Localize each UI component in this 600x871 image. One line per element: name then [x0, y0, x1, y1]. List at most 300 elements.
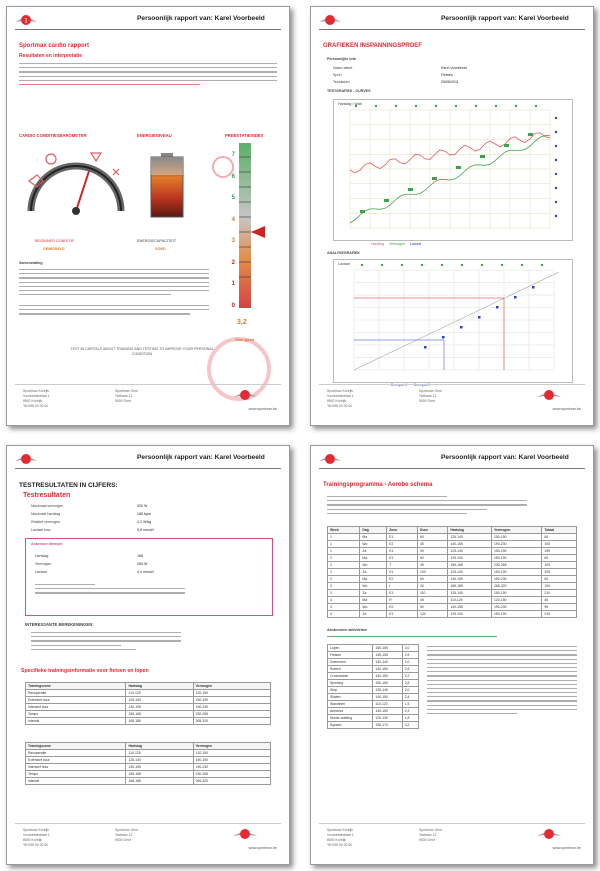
top-marker — [395, 105, 397, 107]
table-cell: 120 — [418, 611, 448, 618]
table-cell: 60 — [418, 534, 448, 541]
addr-line: Tel 056 00 00 00 — [23, 843, 49, 847]
power-marker — [360, 210, 365, 213]
top-marker — [475, 105, 477, 107]
footer-url[interactable]: www.sportmax.be — [552, 407, 581, 411]
energy-value: GOED — [155, 247, 166, 251]
table-cell: 3 — [328, 576, 360, 583]
threshold-key: Vermogen — [35, 562, 52, 566]
right-axis-marker — [555, 201, 557, 203]
table-cell: 125-140 — [448, 569, 492, 576]
threshold-heading: Anaerobe drempel — [31, 542, 63, 546]
footer-logo-icon — [537, 826, 561, 842]
table-cell: Recuperatie — [26, 750, 126, 757]
table-cell: 140-150 — [373, 694, 402, 701]
addr-line: Sportmax Gent — [115, 389, 138, 393]
result-value: 4,2 W/kg — [137, 520, 152, 524]
table-row — [328, 583, 577, 590]
data-point — [496, 306, 499, 309]
table-row — [26, 704, 271, 711]
report-page-2 — [310, 6, 594, 426]
table-row — [328, 652, 419, 659]
legend-heartrate: Hartslag — [371, 242, 385, 246]
activities-heading: Aanbevolen aktiviteiten — [327, 628, 368, 632]
table-row — [26, 771, 271, 778]
table-cell: 110-125 — [126, 750, 193, 757]
table-cell: 265-320 — [492, 583, 542, 590]
col-header: Trainingszone — [26, 743, 126, 750]
table-cell: 105 — [542, 562, 577, 569]
page-footer — [15, 823, 281, 858]
table-cell: 60 — [418, 576, 448, 583]
col-header: Trainingszone — [26, 683, 126, 690]
table-cell: 150-190 — [492, 611, 542, 618]
activities-intro — [327, 636, 527, 640]
table-cell: 210 — [542, 590, 577, 597]
analysis-svg — [334, 260, 572, 382]
table-cell: Aerobics — [328, 708, 373, 715]
table-cell: Squash — [328, 722, 373, 729]
addr-line: 8500 Kortrijk — [327, 399, 347, 403]
table-cell: 110-125 — [126, 690, 193, 697]
addr-line: Sportmax Kortrijk — [23, 389, 50, 393]
table-cell: 190-230 — [492, 604, 542, 611]
table-cell: Za — [360, 569, 387, 576]
table-cell: E1 — [387, 569, 418, 576]
top-marker — [461, 264, 463, 266]
table-row — [328, 701, 419, 708]
table-cell: 155-168 — [126, 711, 193, 718]
table-cell: 140-155 — [126, 704, 193, 711]
table-cell: 125-140 — [126, 757, 193, 764]
power-marker — [528, 133, 533, 136]
table-cell: 125-140 — [126, 697, 193, 704]
footer-address-1 — [23, 389, 50, 409]
footer-logo-icon — [233, 826, 257, 842]
page-subtitle: Resultaten en interpretatie — [19, 53, 83, 59]
table-row — [328, 555, 577, 562]
col-header: Dag — [360, 527, 387, 534]
table-cell: 190-230 — [193, 704, 270, 711]
table-row — [328, 604, 577, 611]
table-row — [328, 645, 419, 652]
table-cell: 265-320 — [193, 718, 270, 725]
legend-lactate: Lactaat — [409, 242, 422, 246]
result-key: Lactaat max — [31, 528, 51, 532]
table-cell: 3,2 — [402, 722, 418, 729]
page-header — [7, 446, 289, 472]
footer-logo-icon — [233, 387, 257, 403]
trend-line — [354, 272, 559, 370]
table-cell: 3 — [328, 583, 360, 590]
table-cell: 140-150 — [373, 673, 402, 680]
footer-logo-icon — [537, 387, 561, 403]
data-point — [532, 286, 535, 289]
activities-table — [327, 644, 419, 729]
table-cell: 140-155 — [126, 764, 193, 771]
table-cell: 150-190 — [492, 590, 542, 597]
col-header: Zone — [387, 527, 418, 534]
addr-line: Tel 056 00 00 00 — [23, 404, 49, 408]
energy-caption: ENERGIECAPACITEIT — [137, 239, 177, 243]
training-zones-table-2 — [25, 742, 271, 785]
table-cell: 265-320 — [193, 778, 270, 785]
col-header: Vermogen — [193, 683, 270, 690]
table-cell: 150-190 — [492, 555, 542, 562]
table-row — [328, 659, 419, 666]
top-marker — [495, 105, 497, 107]
page-subtitle: Testresultaten — [23, 492, 71, 499]
top-marker — [381, 264, 383, 266]
table-cell: Interval — [26, 778, 126, 785]
result-key: Maximale hartslag — [31, 512, 61, 516]
table-cell: Za — [360, 611, 387, 618]
table-cell: 1,8 — [402, 715, 418, 722]
table-cell: 120-150 — [492, 597, 542, 604]
top-marker — [515, 105, 517, 107]
table-cell: Intensief duur — [26, 704, 126, 711]
training-schedule-table — [327, 526, 577, 618]
training-zones-table-1 — [25, 682, 271, 725]
table-cell: 2,8 — [402, 680, 418, 687]
table-row — [328, 569, 577, 576]
table-cell: 110 — [418, 590, 448, 597]
table-cell: Skaten — [328, 694, 373, 701]
data-point — [424, 346, 427, 349]
right-axis-marker — [555, 215, 557, 217]
addr-line: Tel 056 00 00 00 — [327, 843, 353, 847]
scale-6: 6 — [231, 173, 235, 180]
meta-key: Naam atleet — [333, 66, 353, 70]
table-row — [328, 576, 577, 583]
table-cell: 120-130 — [373, 715, 402, 722]
addr-line: Sportmax Kortrijk — [327, 828, 354, 832]
table-cell: 190-230 — [193, 764, 270, 771]
page-title: Trainingsprogramma - Aerobe schema — [323, 482, 433, 488]
table-cell: 1 — [328, 541, 360, 548]
top-marker — [535, 105, 537, 107]
power-marker — [480, 155, 485, 158]
table-cell: 60 — [542, 555, 577, 562]
sportmax-logo-icon — [319, 13, 341, 27]
data-point — [514, 296, 517, 299]
table-cell: 195 — [542, 548, 577, 555]
top-marker — [521, 264, 523, 266]
table-cell: Wandelen — [328, 701, 373, 708]
table-cell: 3 — [328, 590, 360, 597]
summary-text — [19, 269, 209, 298]
table-row — [328, 611, 577, 618]
header-title: Persoonlijk rapport van: Karel Voorbeeld — [137, 15, 265, 22]
chart1-heading: TESTGRAFIEK - CURVES — [327, 89, 371, 93]
table-row — [328, 666, 419, 673]
addr-line: 8500 Kortrijk — [23, 399, 43, 403]
table-cell: Zwemmen — [328, 659, 373, 666]
page-header — [7, 7, 289, 33]
table-row — [328, 715, 419, 722]
footer-quote: TEXT IN CAPITALS ABOUT TRAINING AND TESTING TO IMPROVE YOUR PERSONAL CONDITION — [70, 347, 214, 356]
scale-3: 3 — [231, 238, 235, 244]
chart2-heading: ANALYSEGRAFIEK — [327, 251, 361, 255]
table-cell: E1 — [387, 611, 418, 618]
meta-value: 25/06/2011 — [441, 80, 459, 84]
intro-text — [19, 63, 277, 88]
table-cell: E1 — [387, 590, 418, 597]
table-cell: Extensief duur — [26, 757, 126, 764]
top-marker — [481, 264, 483, 266]
table-cell: Ma — [360, 534, 387, 541]
sportmax-logo-icon — [15, 13, 37, 27]
table-cell: Intensief duur — [26, 764, 126, 771]
table-cell: E2 — [387, 576, 418, 583]
cardio-caption: BEGINNER CONDITIE — [35, 239, 75, 243]
cardio-value: GEMIDDELD — [43, 247, 65, 251]
test-curves-svg — [334, 100, 572, 240]
legend-threshold-2: Drempel 2 — [413, 383, 431, 387]
table-cell: Crosstrainer — [328, 673, 373, 680]
table-cell: 140-155 — [448, 541, 492, 548]
table-cell: 140-155 — [448, 604, 492, 611]
table-cell: 190-230 — [492, 576, 542, 583]
footer-url[interactable]: www.sportmax.be — [552, 846, 581, 850]
result-value: 185 bpm — [137, 512, 151, 516]
table-cell: 110-120 — [373, 701, 402, 708]
page-header — [311, 446, 593, 472]
chart1-legend — [371, 242, 421, 246]
table-cell: Ma — [360, 576, 387, 583]
threshold-box — [25, 538, 273, 616]
col-header: Hartslag — [448, 527, 492, 534]
page-header — [311, 7, 593, 33]
footer-address-1 — [327, 828, 354, 848]
right-axis-marker — [555, 131, 557, 133]
addr-line: Sportmax Gent — [419, 389, 442, 393]
test-curves-chart — [333, 99, 573, 241]
col-header: Vermogen — [193, 743, 270, 750]
threshold-value: 168 — [137, 554, 143, 558]
addr-line: Voorbeeldstraat 1 — [327, 833, 354, 837]
chart2-axis-label: Lactaat — [338, 262, 350, 266]
scale-2: 2 — [231, 259, 235, 266]
table-cell: 120-150 — [193, 750, 270, 757]
addr-line: Testlaan 12 — [115, 833, 133, 837]
table-row — [328, 597, 577, 604]
footer-address-2 — [115, 389, 138, 404]
table-cell: 50 — [418, 604, 448, 611]
table-cell: Fietsen — [328, 652, 373, 659]
table-row — [26, 690, 271, 697]
table-row — [328, 708, 419, 715]
power-marker — [384, 199, 389, 202]
table-row — [26, 718, 271, 725]
energy-battery-icon — [147, 153, 187, 219]
top-marker — [375, 105, 377, 107]
threshold-value: 265 W — [137, 562, 148, 566]
table-cell: E1 — [387, 555, 418, 562]
result-value: 320 W — [137, 504, 148, 508]
table-cell: 125-140 — [448, 611, 492, 618]
table-cell: Wo — [360, 562, 387, 569]
table-cell: 60 — [542, 576, 577, 583]
table-cell: 135-145 — [373, 687, 402, 694]
top-marker — [435, 105, 437, 107]
threshold-extra — [35, 584, 185, 597]
footer-url[interactable]: www.sportmax.be — [248, 846, 277, 850]
table-cell: 90 — [418, 548, 448, 555]
analysis-chart — [333, 259, 573, 383]
table-cell: 125-140 — [448, 534, 492, 541]
table-row — [328, 680, 419, 687]
table-cell: 95 — [542, 604, 577, 611]
table-cell: 2,0 — [402, 687, 418, 694]
table-cell: 1 — [328, 548, 360, 555]
table-cell: 110-125 — [448, 597, 492, 604]
table-cell: R — [387, 597, 418, 604]
table-cell: 155-165 — [373, 645, 402, 652]
sportmax-logo-icon — [319, 452, 341, 466]
program-intro — [327, 496, 527, 517]
scale-4: 4 — [231, 216, 235, 223]
table-cell: 140-150 — [373, 666, 402, 673]
table-row — [26, 711, 271, 718]
col-header: Hartslag — [126, 743, 193, 750]
addr-line: 8500 Kortrijk — [23, 838, 43, 842]
page-title: GRAFIEKEN INSPANNINGSPROEF — [323, 43, 422, 49]
table-row — [328, 687, 419, 694]
table-cell: 2,5 — [402, 666, 418, 673]
table-cell: 150-190 — [492, 534, 542, 541]
table-cell: 1 — [328, 534, 360, 541]
table-cell: E2 — [387, 541, 418, 548]
table-cell: Step — [328, 687, 373, 694]
table-cell: Roeien — [328, 666, 373, 673]
scale-0: 0 — [231, 302, 235, 309]
col-header: Totaal — [542, 527, 577, 534]
data-point — [442, 336, 445, 339]
result-key: Relatief vermogen — [31, 520, 61, 524]
footer-address-1 — [327, 389, 354, 409]
performance-score: 3,2 — [237, 319, 247, 326]
table-row — [328, 590, 577, 597]
meta-key: Sport — [333, 73, 342, 77]
table-row — [328, 548, 577, 555]
page-footer — [319, 384, 585, 419]
energy-gauge-title: ENERGIENIVEAU — [137, 133, 172, 138]
footer-url[interactable]: www.sportmax.be — [248, 407, 277, 411]
power-marker — [432, 177, 437, 180]
pulse-index-title: PREESTATIEINDEX — [225, 133, 264, 138]
addr-line: Voorbeeldstraat 1 — [23, 394, 50, 398]
page-footer — [15, 384, 281, 419]
table-cell: 155-170 — [373, 722, 402, 729]
table-cell: Tempo — [26, 771, 126, 778]
table-cell: 2,5 — [402, 652, 418, 659]
table-cell: 168-185 — [126, 718, 193, 725]
table-cell: E2 — [387, 604, 418, 611]
cardio-gauge-title: CARDIO CONDITIESBAROMETER — [19, 133, 87, 138]
header-title: Persoonlijk rapport van: Karel Voorbeeld — [137, 454, 265, 461]
scale-7: 7 — [231, 152, 235, 158]
table-cell: 140-150 — [373, 708, 402, 715]
calculations-heading: INTERESSANTE BEREKENINGEN: — [25, 622, 94, 627]
col-header: Vermogen — [492, 527, 542, 534]
table-cell: 60 — [418, 555, 448, 562]
table-cell: 45 — [418, 597, 448, 604]
table-cell: 125-140 — [448, 590, 492, 597]
table-cell: 2,3 — [402, 708, 418, 715]
meta-heading: Persoonlijke info — [327, 57, 356, 61]
addr-line: Voorbeeldstraat 1 — [23, 833, 50, 837]
table-row — [328, 534, 577, 541]
table-cell: 2,2 — [402, 673, 418, 680]
table-cell: Recuperatie — [26, 690, 126, 697]
training-info-heading: Specifieke trainingsinformatie voor fietsen en lopen — [21, 668, 149, 674]
performance-index-scale — [211, 137, 281, 317]
footer-address-2 — [115, 828, 138, 843]
table-cell: 2,4 — [402, 694, 418, 701]
table-cell: 2,0 — [402, 659, 418, 666]
table-cell: 45 — [418, 541, 448, 548]
meta-value: Karel Voorbeeld — [441, 66, 467, 70]
table-row — [26, 764, 271, 771]
table-cell: 145-155 — [373, 652, 402, 659]
power-marker — [456, 166, 461, 169]
addr-line: Testlaan 12 — [115, 394, 133, 398]
table-row — [328, 673, 419, 680]
table-cell: 60 — [542, 534, 577, 541]
table-cell: 230-265 — [193, 771, 270, 778]
scale-5: 5 — [231, 195, 235, 201]
table-cell: 40 — [418, 583, 448, 590]
table-cell: 155-168 — [126, 771, 193, 778]
table-cell: 230-265 — [492, 562, 542, 569]
threshold-key: Hartslag — [35, 554, 49, 558]
table-cell: 155-168 — [448, 562, 492, 569]
addr-line: Testlaan 12 — [419, 394, 437, 398]
result-value: 9,8 mmol/l — [137, 528, 154, 532]
table-cell: 230-265 — [193, 711, 270, 718]
table-cell: I — [387, 583, 418, 590]
table-row — [26, 750, 271, 757]
table-cell: 100 — [542, 583, 577, 590]
table-row — [26, 778, 271, 785]
addr-line: Sportmax Kortrijk — [327, 389, 354, 393]
table-cell: 2 — [328, 555, 360, 562]
table-cell: 125-140 — [448, 555, 492, 562]
table-cell: Wo — [360, 583, 387, 590]
performance-score-label: Zeer goed — [235, 337, 255, 342]
table-cell: Spinning — [328, 680, 373, 687]
footer-address-2 — [419, 828, 442, 843]
scale-1: 1 — [231, 281, 235, 287]
addr-line: 9000 Gent — [419, 399, 435, 403]
header-title: Persoonlijk rapport van: Karel Voorbeeld — [441, 15, 569, 22]
summary-heading: Samenvatting — [19, 261, 43, 265]
addr-line: 9000 Gent — [419, 838, 435, 842]
table-cell: 45 — [418, 562, 448, 569]
addr-line: Sportmax Gent — [419, 828, 442, 832]
table-cell: Tempo — [26, 711, 126, 718]
table-cell: 2 — [328, 562, 360, 569]
activities-description — [427, 646, 577, 717]
table-cell: 4 — [328, 604, 360, 611]
table-cell: T — [387, 562, 418, 569]
svg-text:1: 1 — [24, 17, 28, 25]
table-cell: 150-190 — [193, 757, 270, 764]
scale-labels — [225, 145, 235, 317]
top-marker — [415, 105, 417, 107]
legend-threshold-1: Drempel 1 — [391, 383, 408, 387]
